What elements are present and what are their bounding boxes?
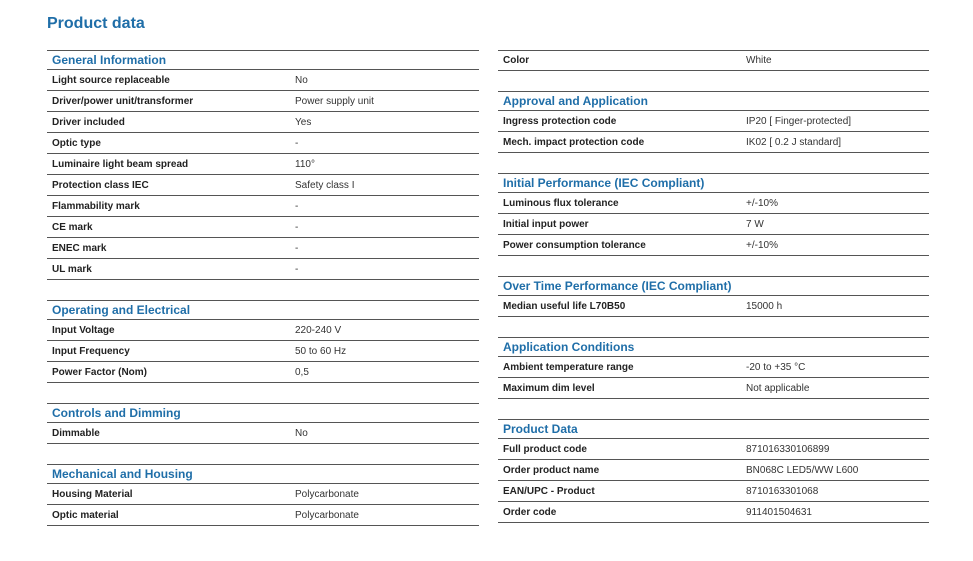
spec-row [498,439,929,460]
spec-label: Power consumption tolerance [503,239,646,251]
spec-label: Ambient temperature range [503,361,634,373]
spec-row [47,320,479,341]
spec-value: Polycarbonate [295,509,359,521]
right-column [498,50,929,523]
spec-row [47,196,479,217]
spec-row [47,484,479,505]
spec-label: Power Factor (Nom) [52,366,148,378]
spec-row [47,423,479,444]
spec-label: Color [503,55,530,66]
spec-label: Order code [503,506,557,518]
spec-row [498,193,929,214]
spec-row [498,502,929,523]
spec-value: Polycarbonate [295,488,359,500]
spec-row [47,112,479,133]
section-heading-general-information: General Information [47,50,479,70]
spec-row [47,70,479,91]
spec-label: Order product name [503,464,600,476]
spec-value: IK02 [ 0.2 J standard] [746,136,842,148]
spec-label: Median useful life L70B50 [503,300,626,312]
spec-value: - [295,221,299,233]
spec-row [498,214,929,235]
spec-label: Mech. impact protection code [503,136,645,148]
spec-label: Input Voltage [52,324,115,336]
spec-label: Protection class IEC [52,179,149,191]
spec-label: Luminaire light beam spread [52,158,189,170]
spec-value: 8710163301068 [746,485,819,497]
spec-label: Input Frequency [52,345,130,357]
spec-row [498,111,929,132]
section-spacer [498,256,929,276]
spec-row [498,357,929,378]
spec-label: UL mark [52,263,92,275]
spec-value: - [295,242,299,254]
spec-label: Full product code [503,443,587,455]
spec-row [47,133,479,154]
spec-label: Maximum dim level [503,382,595,394]
section-heading-over-time-performance-iec-compliant: Over Time Performance (IEC Compliant) [498,276,929,296]
spec-row [47,91,479,112]
section-spacer [47,383,479,403]
spec-value: IP20 [ Finger-protected] [746,115,852,127]
spec-row [498,481,929,502]
spec-label: Housing Material [52,488,133,500]
section-heading-approval-and-application: Approval and Application [498,91,929,111]
section-spacer [498,71,929,91]
spec-row [47,154,479,175]
spec-value: Safety class I [295,179,355,191]
spec-row [498,235,929,256]
spec-row [47,217,479,238]
spec-value: +/-10% [746,239,778,251]
spec-label: CE mark [52,221,93,233]
spec-value: -20 to +35 °C [746,361,806,373]
left-column [47,50,479,526]
spec-row [498,50,929,71]
spec-value: 110° [295,158,315,170]
section-spacer [47,280,479,300]
spec-label: Luminous flux tolerance [503,197,619,209]
section-spacer [498,153,929,173]
section-heading-controls-and-dimming: Controls and Dimming [47,403,479,423]
section-heading-operating-and-electrical: Operating and Electrical [47,300,479,320]
spec-value: - [295,137,299,149]
spec-label: ENEC mark [52,242,107,254]
spec-row [47,362,479,383]
spec-label: Optic material [52,509,119,521]
spec-row [47,341,479,362]
spec-label: Flammability mark [52,200,140,212]
spec-label: Ingress protection code [503,115,617,127]
spec-value: No [295,74,308,86]
spec-value: 911401504631 [746,506,812,518]
spec-value: - [295,200,299,212]
spec-row [47,238,479,259]
section-heading-mechanical-and-housing: Mechanical and Housing [47,464,479,484]
spec-value: 0,5 [295,366,309,378]
spec-value: 50 to 60 Hz [295,345,347,357]
section-heading-application-conditions: Application Conditions [498,337,929,357]
spec-label: Light source replaceable [52,74,170,86]
spec-label: Dimmable [52,427,100,439]
spec-value: 7 W [746,218,764,230]
page-title: Product data [47,15,145,32]
section-heading-initial-performance-iec-compliant: Initial Performance (IEC Compliant) [498,173,929,193]
spec-value: 220-240 V [295,324,342,336]
spec-row [498,460,929,481]
spec-value: BN068C LED5/WW L600 [746,464,859,476]
spec-value: Yes [295,116,312,128]
spec-row [47,259,479,280]
spec-label: Driver included [52,116,125,128]
section-spacer [47,444,479,464]
spec-label: Initial input power [503,218,589,230]
spec-label: Optic type [52,137,101,149]
spec-row [498,132,929,153]
section-spacer [498,399,929,419]
spec-row [47,175,479,196]
spec-value: 871016330106899 [746,443,830,455]
spec-value: Not applicable [746,382,810,394]
spec-value: Power supply unit [295,95,374,107]
spec-label: EAN/UPC - Product [503,485,595,497]
spec-value: 15000 h [746,300,783,312]
spec-row [498,378,929,399]
spec-row [47,505,479,526]
spec-label: Driver/power unit/transformer [52,95,194,107]
spec-value: +/-10% [746,197,778,209]
section-heading-product-data: Product Data [498,419,929,439]
spec-row [498,296,929,317]
spec-value: No [295,427,308,439]
spec-value: - [295,263,299,275]
section-spacer [498,317,929,337]
spec-value: White [746,55,772,66]
